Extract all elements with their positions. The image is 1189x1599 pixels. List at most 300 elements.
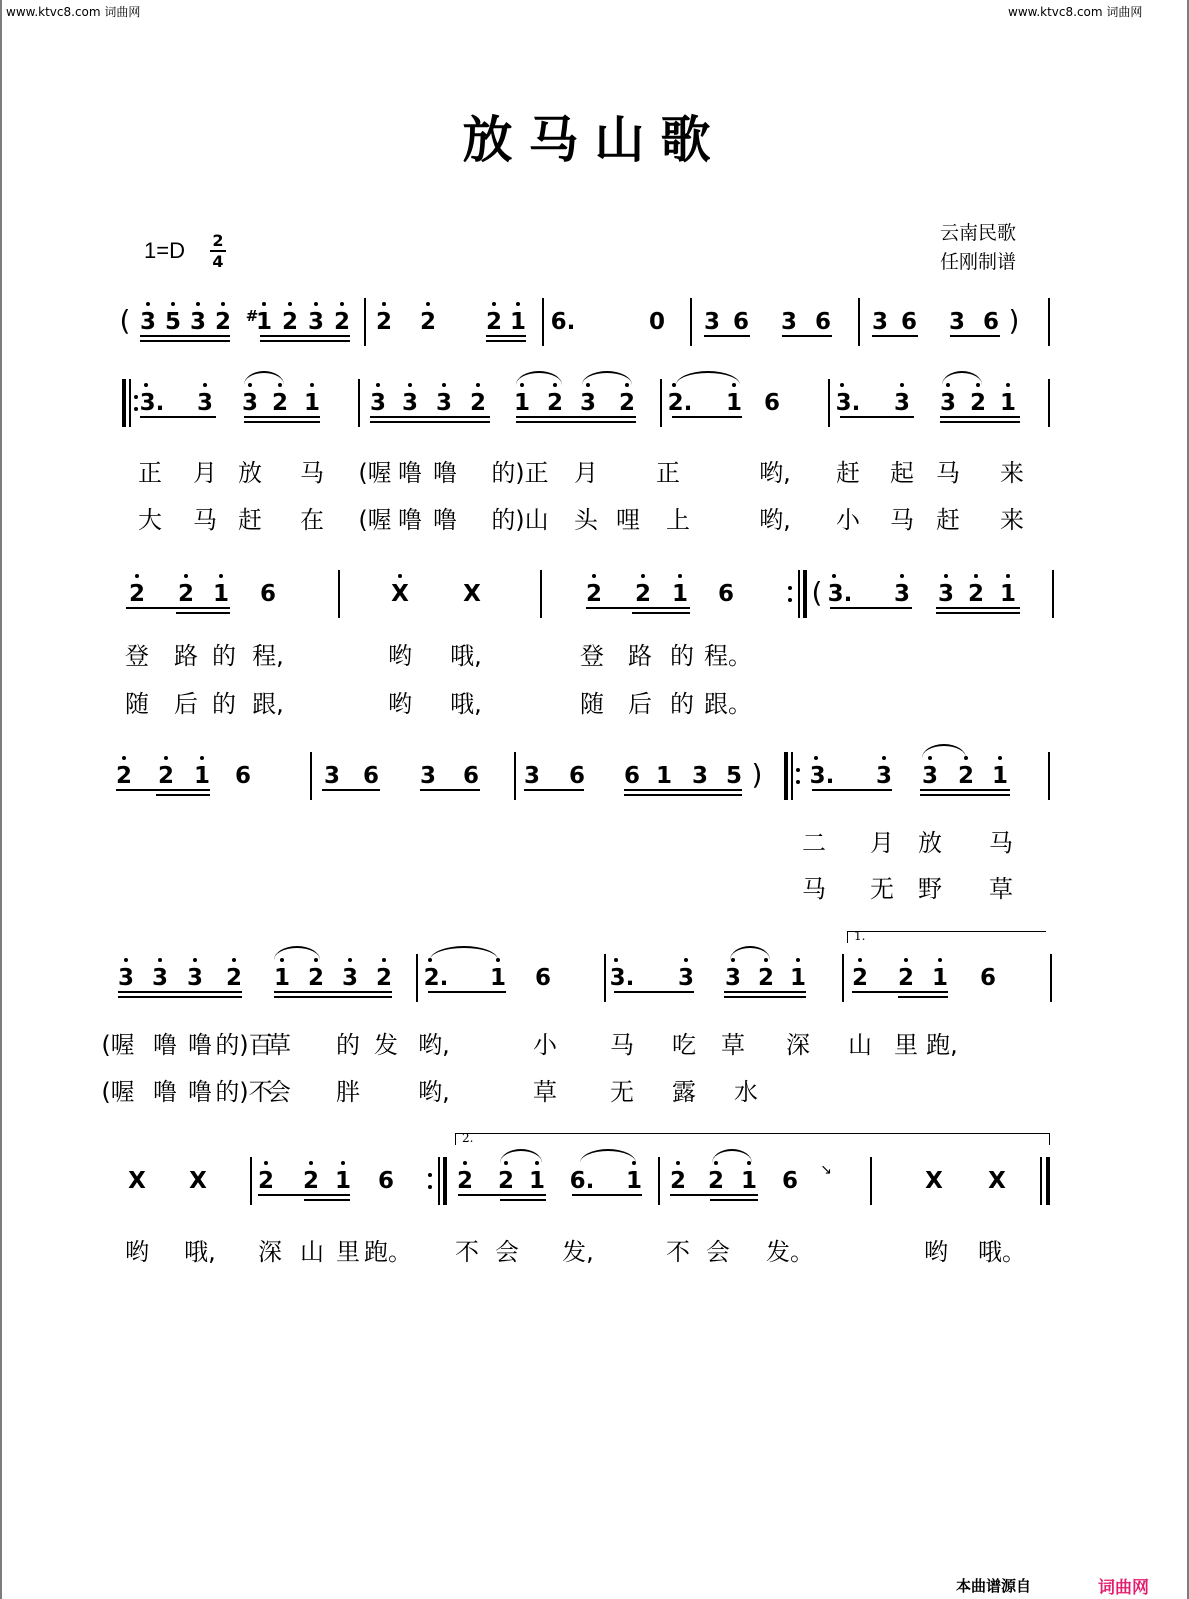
repeat-dot [134, 407, 138, 411]
volta-hook [455, 1133, 456, 1145]
note: 3 [921, 763, 939, 789]
lyric-syllable: 哟 [125, 1238, 149, 1266]
octave-dot [340, 302, 344, 306]
eighth-beam [260, 335, 350, 337]
note: 6. [550, 309, 576, 335]
note: 6 [982, 309, 1000, 335]
note: 6 [568, 763, 586, 789]
lyric-syllable: 放 [238, 459, 262, 487]
lyric-syllable: 放 [918, 829, 942, 857]
tie-slur [712, 1149, 752, 1163]
eighth-beam [782, 335, 832, 337]
repeat-end-thin [438, 1157, 440, 1205]
note: 2 [375, 965, 393, 991]
final-bar-thick [1046, 1157, 1050, 1205]
note: 2 [214, 309, 232, 335]
eighth-beam [852, 991, 948, 993]
lyric-syllable: 会 [495, 1238, 519, 1266]
repeat-start-thin [129, 379, 131, 427]
sixteenth-beam [516, 421, 636, 423]
octave-dot [492, 302, 496, 306]
barline [828, 379, 830, 427]
eighth-beam [428, 991, 506, 993]
repeat-start-thin [791, 752, 793, 800]
octave-dot [641, 574, 645, 578]
lyric-syllable: 草 [267, 1031, 291, 1059]
note: 3 [937, 581, 955, 607]
lyric-syllable: 大 [138, 506, 162, 534]
lyric-syllable: 噜 [188, 1031, 212, 1059]
parenthesis: ( [811, 576, 823, 609]
eighth-beam [118, 991, 242, 993]
eighth-beam [370, 416, 490, 418]
sixteenth-beam [370, 421, 490, 423]
sixteenth-beam [624, 794, 742, 796]
key-signature: 1=D [144, 238, 185, 263]
tie-slur [582, 371, 632, 385]
watermark-right[interactable]: www.ktvc8.com 词曲网 [1008, 5, 1143, 19]
note: 1 [625, 1168, 643, 1194]
lyric-syllable: 哟 [388, 642, 412, 670]
watermark-left[interactable]: www.ktvc8.com 词曲网 [6, 5, 141, 19]
octave-dot [814, 756, 818, 760]
note: 2 [115, 763, 133, 789]
note: 2 [497, 1168, 515, 1194]
note: 1 [489, 965, 507, 991]
note: 2 [333, 309, 351, 335]
note: 6 [763, 390, 781, 416]
note: 3 [139, 309, 157, 335]
lyric-syllable: 的 [212, 642, 236, 670]
note: 3 [419, 763, 437, 789]
lyric-syllable: 后 [174, 690, 198, 718]
footer-logo[interactable]: 词曲网 [1098, 1578, 1149, 1598]
lyric-syllable: 来 [1000, 506, 1024, 534]
repeat-dot [428, 1173, 432, 1177]
lyric-syllable: 的 [670, 642, 694, 670]
eighth-beam [812, 789, 892, 791]
note: 3. [139, 390, 165, 416]
credit-origin: 云南民歌 [940, 222, 1017, 244]
lyric-syllable: 马 [610, 1031, 634, 1059]
sixteenth-beam [898, 996, 948, 998]
eighth-beam [920, 789, 1010, 791]
parenthesis: ) [1008, 304, 1020, 337]
note: 2 [307, 965, 325, 991]
octave-dot [348, 958, 352, 962]
barline [660, 379, 662, 427]
lyric-syllable: 会 [706, 1238, 730, 1266]
sixteenth-beam [140, 340, 230, 342]
lyric-syllable: 露 [672, 1078, 696, 1106]
note: 5 [725, 763, 743, 789]
lyric-syllable: 里 [336, 1238, 360, 1266]
lyric-syllable: 哩 [616, 506, 640, 534]
eighth-beam [950, 335, 1000, 337]
tie-slur [922, 744, 966, 758]
octave-dot [144, 383, 148, 387]
octave-dot [684, 958, 688, 962]
repeat-start-thick [122, 379, 126, 427]
note: 6. [569, 1168, 595, 1194]
note: 3 [677, 965, 695, 991]
lyric-syllable: 噜 [433, 459, 457, 487]
note: X [463, 581, 481, 607]
octave-dot [900, 383, 904, 387]
note: X [189, 1168, 207, 1194]
lyric-syllable: 山 [300, 1238, 324, 1266]
sixteenth-beam [260, 340, 350, 342]
eighth-beam [244, 416, 320, 418]
lyric-syllable: 马 [193, 506, 217, 534]
volta-bracket [847, 931, 1046, 932]
octave-dot [832, 574, 836, 578]
eighth-beam [704, 335, 750, 337]
note: 1 [334, 1168, 352, 1194]
note: 3 [341, 965, 359, 991]
octave-dot [592, 574, 596, 578]
footer-source-text: 本曲谱源自 [956, 1577, 1032, 1595]
octave-dot [678, 574, 682, 578]
octave-dot [135, 574, 139, 578]
octave-dot [1006, 574, 1010, 578]
note: 2 [669, 1168, 687, 1194]
eighth-beam [458, 1194, 546, 1196]
lyric-syllable: 哦, [184, 1238, 216, 1266]
note: 1 [273, 965, 291, 991]
barline [1048, 298, 1050, 346]
barline [858, 298, 860, 346]
note: 2 [634, 581, 652, 607]
octave-dot [341, 1161, 345, 1165]
lyric-syllable: 的 [336, 1031, 360, 1059]
note: 1 [931, 965, 949, 991]
note: 2 [967, 581, 985, 607]
barline [604, 954, 606, 1002]
note: 3 [579, 390, 597, 416]
note: 2. [667, 390, 693, 416]
repeat-start-thick [784, 752, 788, 800]
note: 3 [117, 965, 135, 991]
lyric-syllable: 草 [721, 1031, 745, 1059]
octave-dot [938, 958, 942, 962]
repeat-dot [796, 780, 800, 784]
volta-hook-end [1049, 1133, 1050, 1145]
eighth-beam [624, 789, 742, 791]
note: 2 [128, 581, 146, 607]
volta-number: 1. [854, 929, 866, 943]
repeat-dot [134, 395, 138, 399]
note: 3 [703, 309, 721, 335]
lyric-syllable: 后 [628, 690, 652, 718]
note: 6 [623, 763, 641, 789]
note: 6 [781, 1168, 799, 1194]
note: 2 [456, 1168, 474, 1194]
lyric-syllable: 起 [890, 459, 914, 487]
eighth-beam [524, 789, 584, 791]
octave-dot [998, 756, 1002, 760]
lyric-syllable: 登 [125, 642, 149, 670]
lyric-syllable: 会 [267, 1078, 291, 1106]
note: 2 [585, 581, 603, 607]
note: 6 [377, 1168, 395, 1194]
eighth-beam [614, 991, 694, 993]
octave-dot [221, 302, 225, 306]
note: 3 [893, 581, 911, 607]
eighth-beam [940, 416, 1020, 418]
repeat-dot [788, 598, 792, 602]
lyric-syllable: 无 [610, 1078, 634, 1106]
note: 2 [281, 309, 299, 335]
lyric-syllable: 的)正 [491, 459, 549, 487]
tie-slur [244, 371, 284, 385]
note: 3 [691, 763, 709, 789]
note: 2 [469, 390, 487, 416]
octave-dot [184, 574, 188, 578]
lyric-syllable: 月 [870, 829, 894, 857]
sixteenth-beam [920, 794, 1010, 796]
barline [416, 954, 418, 1002]
repeat-end-thick [803, 570, 807, 618]
note: 3 [369, 390, 387, 416]
sixteenth-beam [724, 996, 806, 998]
eighth-beam [586, 607, 690, 609]
eighth-beam [936, 607, 1020, 609]
lyric-syllable: 马 [989, 829, 1013, 857]
octave-dot [288, 302, 292, 306]
note: X [925, 1168, 943, 1194]
tie-slur [274, 946, 320, 960]
parenthesis: ) [751, 758, 763, 791]
note: 6 [462, 763, 480, 789]
note: 1 [303, 390, 321, 416]
octave-dot [314, 302, 318, 306]
lyric-syllable: (喔 [101, 1078, 135, 1106]
lyric-syllable: 噜 [153, 1031, 177, 1059]
octave-dot [944, 574, 948, 578]
lyric-syllable: 哦, [450, 642, 482, 670]
lyric-syllable: 路 [628, 642, 652, 670]
note: 3 [523, 763, 541, 789]
lyric-syllable: 里 [894, 1031, 918, 1059]
octave-dot [840, 383, 844, 387]
note: X [988, 1168, 1006, 1194]
lyric-syllable: (喔 [101, 1031, 135, 1059]
note: 6 [534, 965, 552, 991]
lyric-syllable: 月 [193, 459, 217, 487]
note: 3 [875, 763, 893, 789]
lyric-syllable: 赶 [836, 459, 860, 487]
lyric-syllable: (喔 [358, 459, 392, 487]
octave-dot [164, 756, 168, 760]
octave-dot [146, 302, 150, 306]
note: 3 [401, 390, 419, 416]
time-signature-top: 2 [212, 231, 224, 250]
octave-dot [310, 383, 314, 387]
sixteenth-beam [118, 996, 242, 998]
sixteenth-beam [274, 996, 392, 998]
octave-dot [232, 958, 236, 962]
note: 3 [948, 309, 966, 335]
note: 6 [234, 763, 252, 789]
note: 2 [851, 965, 869, 991]
barline [1048, 752, 1050, 800]
note: 2 [375, 309, 393, 335]
note: 1 [212, 581, 230, 607]
octave-dot [516, 302, 520, 306]
lyric-syllable: 的)百 [215, 1031, 273, 1059]
octave-dot [398, 574, 402, 578]
final-bar-thin [1040, 1157, 1042, 1205]
lyric-syllable: 赶 [936, 506, 960, 534]
octave-dot [196, 302, 200, 306]
octave-dot [309, 1161, 313, 1165]
note: 0 [648, 309, 666, 335]
note: 2. [423, 965, 449, 991]
note: 2 [485, 309, 503, 335]
lyric-syllable: 哟, [418, 1031, 450, 1059]
breath-arrow: ↘ [820, 1162, 832, 1178]
eighth-beam [258, 1194, 350, 1196]
lyric-syllable: 马 [936, 459, 960, 487]
barline [358, 379, 360, 427]
lyric-syllable: 马 [802, 875, 826, 903]
eighth-beam [830, 607, 912, 609]
sixteenth-beam [936, 612, 1020, 614]
eighth-beam [322, 789, 380, 791]
octave-dot [476, 383, 480, 387]
lyric-syllable: 马 [890, 506, 914, 534]
lyric-syllable: 随 [580, 690, 604, 718]
lyric-syllable: 正 [656, 459, 680, 487]
note: 1 [740, 1168, 758, 1194]
lyric-syllable: 头 [574, 506, 598, 534]
note: 3 [307, 309, 325, 335]
octave-dot [408, 383, 412, 387]
lyric-syllable: 草 [989, 875, 1013, 903]
tie-slur [676, 371, 740, 385]
eighth-beam [140, 416, 216, 418]
note: 6 [900, 309, 918, 335]
eighth-beam [670, 1194, 758, 1196]
octave-dot [382, 302, 386, 306]
volta-bracket [455, 1133, 1049, 1134]
parenthesis: ( [119, 304, 131, 337]
octave-dot [171, 302, 175, 306]
lyric-syllable: 哟, [418, 1078, 450, 1106]
octave-dot [426, 302, 430, 306]
note: 1 [193, 763, 211, 789]
barline [542, 298, 544, 346]
note: 1 [999, 390, 1017, 416]
note: 1 [725, 390, 743, 416]
note: 2 [257, 1168, 275, 1194]
repeat-dot [796, 768, 800, 772]
note: 3 [186, 965, 204, 991]
eighth-beam [872, 335, 918, 337]
note: 1 [509, 309, 527, 335]
tie-slur [430, 946, 498, 960]
lyric-syllable: 哟 [924, 1238, 948, 1266]
lyric-syllable: 小 [533, 1031, 557, 1059]
octave-dot [382, 958, 386, 962]
barline [1048, 379, 1050, 427]
lyric-syllable: 噜 [188, 1078, 212, 1106]
lyric-syllable: 深 [258, 1238, 282, 1266]
lyric-syllable: 月 [574, 459, 598, 487]
barline [842, 954, 844, 1002]
octave-dot [463, 1161, 467, 1165]
eighth-beam [126, 607, 230, 609]
lyric-syllable: 噜 [433, 506, 457, 534]
barline [250, 1157, 252, 1205]
note: 3. [609, 965, 635, 991]
note: 3 [196, 390, 214, 416]
repeat-end-thin [798, 570, 800, 618]
lyric-syllable: 二 [802, 829, 826, 857]
sixteenth-beam [940, 421, 1020, 423]
tie-slur [500, 1149, 542, 1163]
lyric-syllable: 正 [138, 459, 162, 487]
lyric-syllable: 跟。 [704, 690, 752, 718]
note: 3 [151, 965, 169, 991]
note: 1 [999, 581, 1017, 607]
note: 1 [255, 309, 273, 335]
sixteenth-beam [244, 421, 320, 423]
octave-dot [676, 1161, 680, 1165]
lyric-syllable: 来 [1000, 459, 1024, 487]
note: 3 [241, 390, 259, 416]
note: 2 [757, 965, 775, 991]
lyric-syllable: 无 [870, 875, 894, 903]
note: 2 [302, 1168, 320, 1194]
lyric-syllable: 的)不 [215, 1078, 273, 1106]
tie-slur [730, 946, 770, 960]
sixteenth-beam [500, 1199, 546, 1201]
sixteenth-beam [304, 1199, 350, 1201]
lyric-syllable: 程, [252, 642, 284, 670]
octave-dot [882, 756, 886, 760]
octave-dot [974, 574, 978, 578]
eighth-beam [672, 416, 742, 418]
barline [1052, 570, 1054, 618]
note: 6 [717, 581, 735, 607]
eighth-beam [486, 335, 526, 337]
note: 6 [814, 309, 832, 335]
sixteenth-beam [156, 794, 210, 796]
barline [364, 298, 366, 346]
lyric-syllable: 的 [670, 690, 694, 718]
lyric-syllable: 在 [300, 506, 324, 534]
repeat-dot [788, 586, 792, 590]
octave-dot [219, 574, 223, 578]
note: 2 [546, 390, 564, 416]
note: 3 [724, 965, 742, 991]
note: 2 [157, 763, 175, 789]
note: 2 [957, 763, 975, 789]
lyric-syllable: 发, [562, 1238, 594, 1266]
lyric-syllable: 哦, [450, 690, 482, 718]
lyric-syllable: 路 [174, 642, 198, 670]
octave-dot [442, 383, 446, 387]
note: 1 [991, 763, 1009, 789]
octave-dot [203, 383, 207, 387]
note: 3 [780, 309, 798, 335]
note: 2 [618, 390, 636, 416]
eighth-beam [840, 416, 914, 418]
lyric-syllable: 野 [918, 875, 942, 903]
note: 2 [419, 309, 437, 335]
